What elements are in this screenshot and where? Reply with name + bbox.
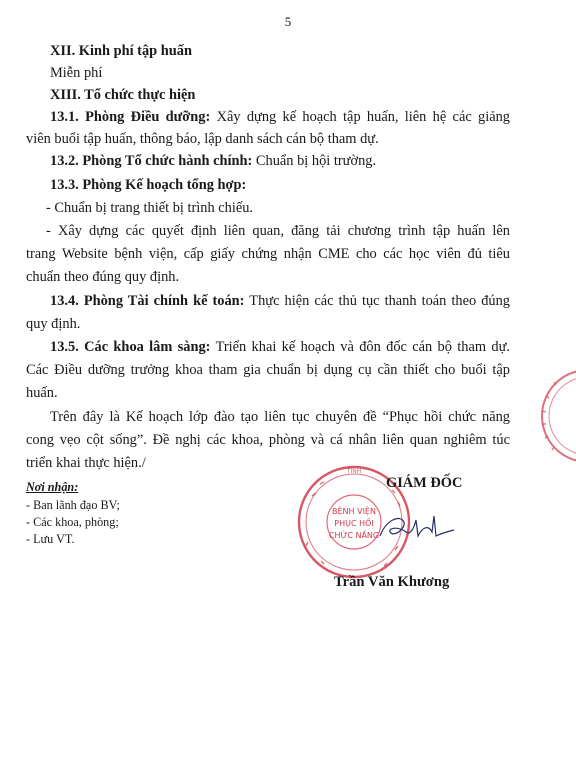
section-xii-text: Miễn phí [50,65,103,81]
section-13-4-label: 13.4. Phòng Tài chính kế toán: [50,293,245,309]
section-13-5-line1 [50,338,510,356]
section-13-5-line2: Các Điều dưỡng trưởng khoa tham gia chuẩn bị dụng cụ cần thiết cho buổi tập [26,362,510,378]
section-13-4-line1 [50,292,510,310]
closing-line3: triển khai thực hiện./ [26,455,146,471]
recipient-item: - Các khoa, phòng; [26,515,119,529]
section-13-5-text: Triển khai kế hoạch và đôn đốc cán bộ tham dự. [215,339,510,355]
section-xiii-heading: XIII. Tổ chức thực hiện [50,87,196,103]
section-13-3-item1: - Chuẩn bị trang thiết bị trình chiếu. [46,200,254,216]
recipients-heading: Nơi nhận: [26,480,79,494]
page-number: 5 [284,14,292,29]
section-13-5-line3: huấn. [26,385,58,401]
section-13-1-text: Xây dựng kế hoạch tập huấn, liên hệ các giảng [216,109,510,125]
section-13-3-item2-line1: - Xây dựng các quyết định liên quan, đăng tải chương trình tập huấn lên [46,223,510,239]
handwritten-signature [376,506,456,546]
section-13-3-item2-line2: trang Website bệnh viện, cấp giấy chứng nhận CME cho các học viên đủ tiêu [26,246,510,262]
partial-red-seal [532,366,576,466]
recipient-item: - Lưu VT. [26,532,75,546]
seal-text-mid: PHỤC HỒI [334,519,374,528]
section-13-4-text: Thực hiện các thủ tục thanh toán theo đúng [249,293,511,309]
section-13-5-label: 13.5. Các khoa lâm sàng: [50,339,211,355]
section-13-2-text: Chuẩn bị hội trường. [255,153,377,169]
recipient-item: - Ban lãnh đạo BV; [26,498,120,512]
section-13-3-heading: 13.3. Phòng Kế hoạch tổng hợp: [50,177,247,193]
closing-line1: Trên đây là Kế hoạch lớp đào tạo liên tục chuyên đề “Phục hồi chức năng [50,409,510,425]
section-13-1-line1 [50,108,510,126]
seal-tinh-text: TỈNH [346,468,362,475]
section-13-2-label: 13.2. Phòng Tổ chức hành chính: [50,153,253,169]
closing-line2: cong vẹo cột sống”. Đề nghị các khoa, phòng và cá nhân liên quan nghiêm túc [26,432,510,448]
section-13-1-label: 13.1. Phòng Điều dưỡng: [50,109,211,125]
signer-name: Trần Văn Khương [334,574,450,590]
signer-title: GIÁM ĐỐC [386,475,463,491]
section-xii-heading: XII. Kinh phí tập huấn [50,43,192,59]
seal-text-bottom: CHỨC NĂNG [328,531,380,540]
section-13-4-line2: quy định. [26,316,81,332]
section-13-2 [50,152,376,170]
section-13-3-item2-line3: chuẩn theo đúng quy định. [26,269,180,285]
seal-text-top: BỆNH VIỆN [332,507,376,516]
svg-text:·: · [303,519,305,526]
section-13-1-line2: viên buổi tập huấn, thông báo, lập danh sách cán bộ tham dự. [26,131,379,147]
svg-text:·: · [402,519,404,526]
